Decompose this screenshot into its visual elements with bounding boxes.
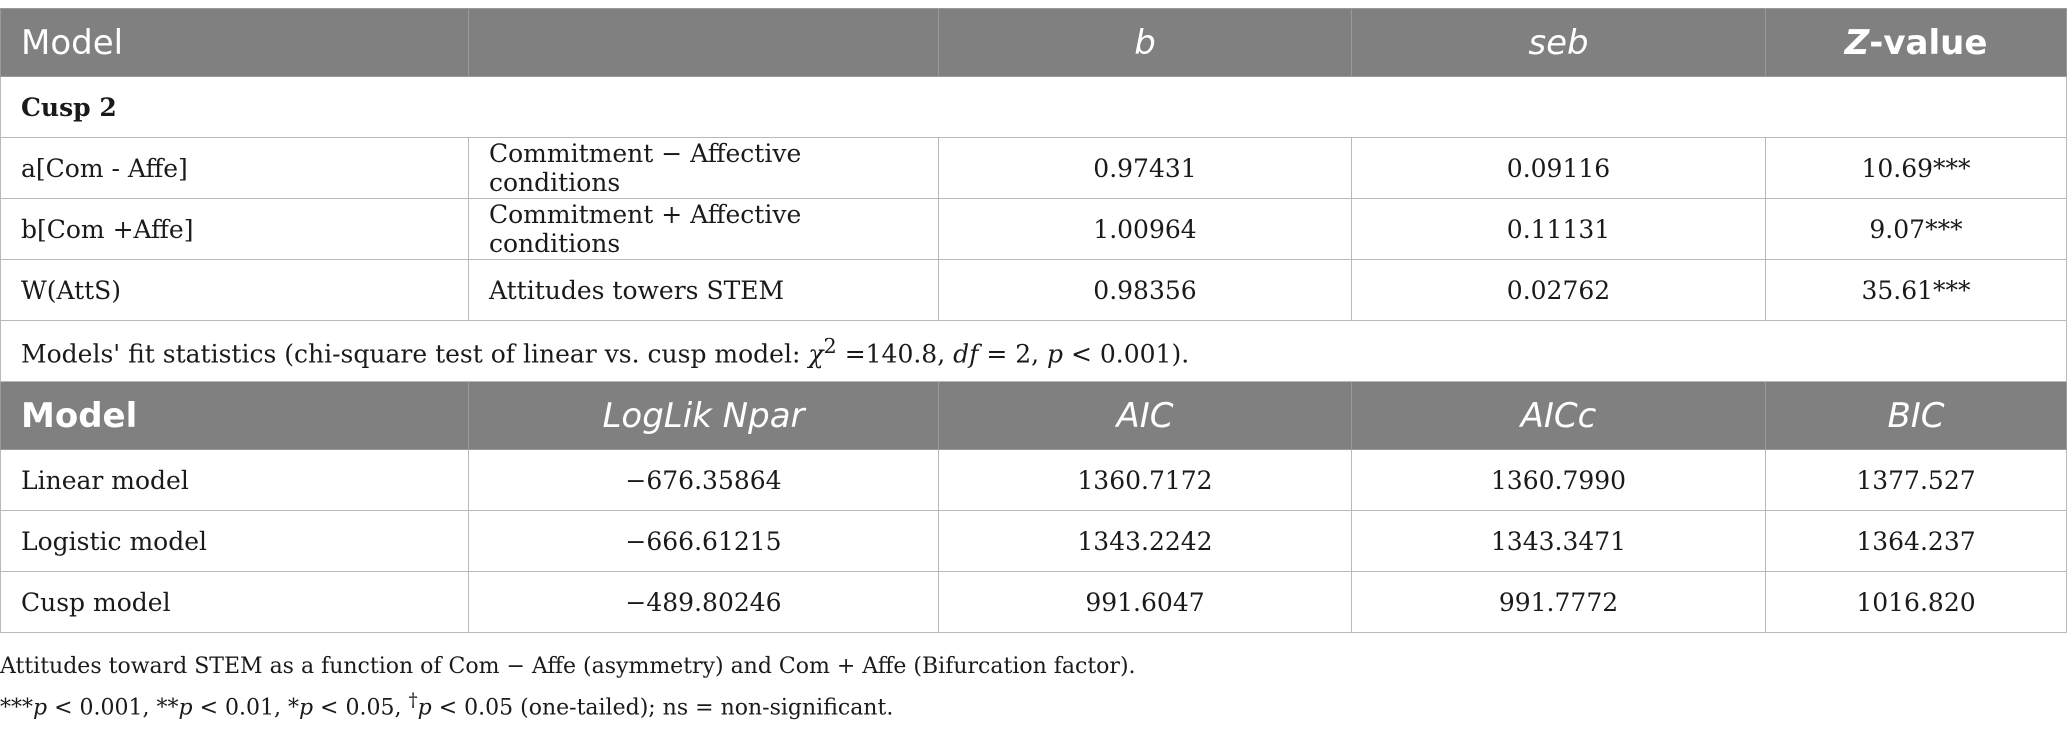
header-aic-text: AIC (1116, 395, 1174, 436)
table-row (1, 260, 2067, 321)
fit-note-df: df (953, 339, 979, 369)
fit-model: Cusp model (1, 572, 469, 633)
footnote-t1: < 0.001, ** (47, 695, 179, 721)
fit-aicc: 1343.3471 (1352, 511, 1766, 572)
coef-seb: 0.09116 (1352, 138, 1766, 199)
header-seb (1352, 9, 1766, 77)
coef-term: W(AttS) (1, 260, 469, 321)
fit-bic: 1377.527 (1766, 450, 2067, 511)
fit-bic: 1364.237 (1766, 511, 2067, 572)
table-row (1, 199, 2067, 260)
fit-bic: 1016.820 (1766, 572, 2067, 633)
coef-b: 1.00964 (939, 199, 1352, 260)
footnote-p2: p (178, 695, 193, 721)
table-row (1, 450, 2067, 511)
header-bic-text: BIC (1887, 395, 1945, 436)
fit-loglik: −666.61215 (469, 511, 939, 572)
coef-term: a[Com - Affe] (1, 138, 469, 199)
header-loglik-npar (469, 382, 939, 450)
footnote-p4: p (417, 695, 432, 721)
fit-aic: 1343.2242 (939, 511, 1352, 572)
table-row (1, 511, 2067, 572)
footnote-stars: *** (0, 695, 33, 721)
section-row (1, 77, 2067, 138)
coef-seb: 0.11131 (1352, 199, 1766, 260)
results-table (0, 8, 2067, 633)
footnote-1: Attitudes toward STEM as a function of Com − Affe (asymmetry) and Com + Affe (Bifurcation factor). (0, 654, 1136, 679)
fit-note-pre: Models' fit statistics (chi-square test of linear vs. cusp model: (21, 339, 809, 369)
fit-note-sup: 2 (823, 333, 837, 358)
coef-b: 0.98356 (939, 260, 1352, 321)
header-loglik-npar-text: LogLik Npar (602, 395, 805, 436)
header-b-text: b (1134, 22, 1156, 63)
fit-note-p-val: < 0.001). (1063, 339, 1190, 369)
table-row (1, 138, 2067, 199)
coef-description: Commitment + Affective conditions (469, 199, 939, 260)
footnote-p3: p (298, 695, 314, 721)
table-footnotes (0, 650, 1136, 721)
header-aicc (1352, 382, 1766, 450)
fit-note-chi: χ (808, 339, 824, 369)
header-model-2: Model (1, 382, 469, 450)
header-z-letter: Z (1844, 22, 1870, 63)
fit-model: Logistic model (1, 511, 469, 572)
footnote-p1: p (33, 695, 48, 721)
fit-note-p: p (1047, 339, 1064, 369)
footnote-2 (0, 684, 1136, 721)
fit-note-df-val: = 2, (978, 339, 1048, 369)
fit-loglik: −489.80246 (469, 572, 939, 633)
table-row (1, 572, 2067, 633)
header-aicc-text: AICc (1520, 395, 1597, 436)
footnote-t3: < 0.05, (313, 695, 409, 721)
section-label-cusp-2: Cusp 2 (1, 77, 2067, 138)
fit-aicc: 1360.7990 (1352, 450, 1766, 511)
coef-term: b[Com +Affe] (1, 199, 469, 260)
fit-model: Linear model (1, 450, 469, 511)
fit-loglik: −676.35864 (469, 450, 939, 511)
fit-aic: 1360.7172 (939, 450, 1352, 511)
header-row-coefficients (1, 9, 2067, 77)
coef-z: 10.69*** (1766, 138, 2067, 199)
header-seb-text: seb (1528, 22, 1589, 63)
footnote-dagger: † (408, 690, 418, 711)
fit-aic: 991.6047 (939, 572, 1352, 633)
coef-z: 9.07*** (1766, 199, 2067, 260)
fit-statistics-note (1, 321, 2067, 382)
fit-statistics-note-row (1, 321, 2067, 382)
header-model: Model (1, 9, 469, 77)
header-z-suffix: -value (1869, 22, 1988, 63)
footnote-t4: < 0.05 (one-tailed); ns = non-significant. (431, 695, 894, 721)
coef-description: Attitudes towers STEM (469, 260, 939, 321)
header-bic (1766, 382, 2067, 450)
header-description (469, 9, 939, 77)
coef-description: Commitment − Affective conditions (469, 138, 939, 199)
coef-b: 0.97431 (939, 138, 1352, 199)
fit-aicc: 991.7772 (1352, 572, 1766, 633)
coef-z: 35.61*** (1766, 260, 2067, 321)
header-aic (939, 382, 1352, 450)
header-b (939, 9, 1352, 77)
header-z-value (1766, 9, 2067, 77)
header-row-fit (1, 382, 2067, 450)
fit-note-eq: =140.8, (836, 339, 954, 369)
coef-seb: 0.02762 (1352, 260, 1766, 321)
footnote-t2: < 0.01, * (192, 695, 299, 721)
